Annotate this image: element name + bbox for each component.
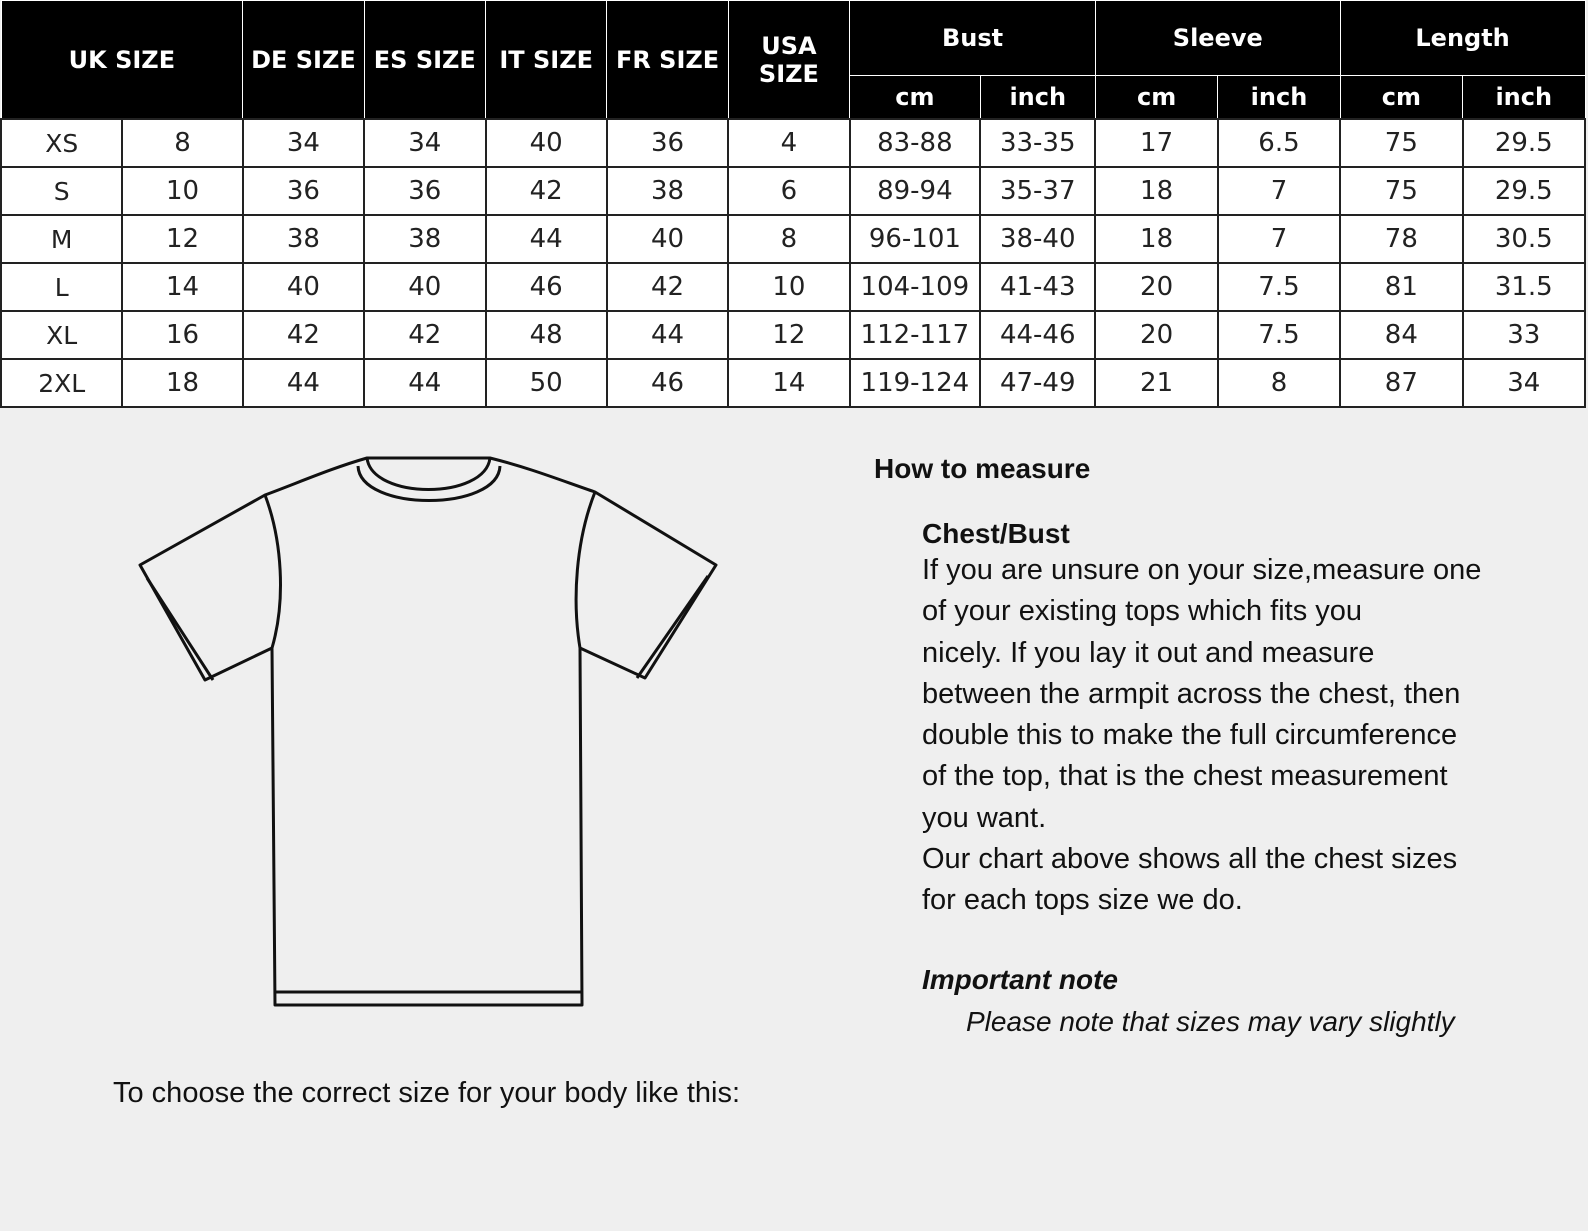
table-cell: 10 <box>728 263 849 311</box>
table-cell: 33 <box>1463 311 1585 359</box>
table-cell: XS <box>1 119 122 167</box>
table-row <box>1 119 1585 167</box>
table-cell: 38 <box>243 215 364 263</box>
table-cell: 83-88 <box>850 119 980 167</box>
table-row <box>1 311 1585 359</box>
table-cell: 34 <box>364 119 485 167</box>
table-cell: 46 <box>486 263 607 311</box>
table-cell: 18 <box>122 359 242 407</box>
table-cell: 44 <box>364 359 485 407</box>
instruction-line: of the top, that is the chest measurement <box>922 760 1448 793</box>
header-sleeve-inch: inch <box>1218 76 1340 120</box>
header-length-inch: inch <box>1463 76 1585 120</box>
table-cell: 18 <box>1095 215 1217 263</box>
table-cell: S <box>1 167 122 215</box>
choose-size-caption: To choose the correct size for your body like this: <box>113 1077 741 1109</box>
table-cell: 35-37 <box>980 167 1095 215</box>
table-cell: 20 <box>1095 311 1217 359</box>
table-cell: 48 <box>486 311 607 359</box>
table-cell: 89-94 <box>850 167 980 215</box>
table-cell: 6.5 <box>1218 119 1340 167</box>
table-cell: 8 <box>1218 359 1340 407</box>
table-cell: 104-109 <box>850 263 980 311</box>
table-cell: 40 <box>243 263 364 311</box>
chest-bust-instructions <box>922 550 1522 922</box>
instruction-line: of your existing tops which fits you <box>922 595 1363 628</box>
table-cell: 42 <box>243 311 364 359</box>
table-cell: 7 <box>1218 215 1340 263</box>
table-cell: L <box>1 263 122 311</box>
table-cell: 44-46 <box>980 311 1095 359</box>
table-cell: 119-124 <box>850 359 980 407</box>
instruction-line: If you are unsure on your size,measure one <box>922 554 1482 586</box>
table-cell: 40 <box>364 263 485 311</box>
table-row <box>1 263 1585 311</box>
header-length: Length <box>1340 1 1585 76</box>
header-de-size: DE SIZE <box>243 1 364 120</box>
instruction-line: you want. <box>922 801 1047 834</box>
table-cell: 112-117 <box>850 311 980 359</box>
table-cell: 47-49 <box>980 359 1095 407</box>
header-uk-size: UK SIZE <box>1 1 243 120</box>
table-cell: 84 <box>1340 311 1462 359</box>
table-cell: 18 <box>1095 167 1217 215</box>
instruction-line: Our chart above shows all the chest sizes <box>922 843 1458 876</box>
important-note-text: Please note that sizes may vary slightly <box>966 1006 1455 1037</box>
table-cell: 31.5 <box>1463 263 1585 311</box>
table-cell: 21 <box>1095 359 1217 407</box>
how-to-measure-heading: How to measure <box>874 453 1091 484</box>
table-cell: 10 <box>122 167 242 215</box>
table-cell: 7.5 <box>1218 263 1340 311</box>
table-row <box>1 359 1585 407</box>
t-shirt-outline-icon <box>130 450 730 1020</box>
table-cell: 44 <box>243 359 364 407</box>
table-cell: 14 <box>122 263 242 311</box>
table-cell: 29.5 <box>1463 119 1585 167</box>
header-fr-size: FR SIZE <box>607 1 728 120</box>
table-cell: 78 <box>1340 215 1462 263</box>
table-cell: 36 <box>243 167 364 215</box>
table-cell: 36 <box>607 119 728 167</box>
table-row <box>1 167 1585 215</box>
table-cell: 40 <box>607 215 728 263</box>
header-es-size: ES SIZE <box>364 1 485 120</box>
table-cell: 4 <box>728 119 849 167</box>
table-cell: 44 <box>607 311 728 359</box>
table-cell: 81 <box>1340 263 1462 311</box>
table-cell: 75 <box>1340 119 1462 167</box>
header-length-cm: cm <box>1340 76 1462 120</box>
table-cell: 38-40 <box>980 215 1095 263</box>
table-cell: 42 <box>486 167 607 215</box>
table-cell: 40 <box>486 119 607 167</box>
header-sleeve: Sleeve <box>1095 1 1340 76</box>
header-sleeve-cm: cm <box>1095 76 1217 120</box>
table-cell: 38 <box>607 167 728 215</box>
table-cell: 8 <box>728 215 849 263</box>
table-cell: 12 <box>122 215 242 263</box>
header-bust: Bust <box>850 1 1096 76</box>
header-it-size: IT SIZE <box>486 1 607 120</box>
table-cell: 12 <box>728 311 849 359</box>
table-cell: 34 <box>243 119 364 167</box>
table-cell: 17 <box>1095 119 1217 167</box>
table-cell: 75 <box>1340 167 1462 215</box>
table-cell: XL <box>1 311 122 359</box>
header-usa-size: USA SIZE <box>728 1 849 120</box>
instruction-line: for each tops size we do. <box>922 884 1243 917</box>
table-cell: 38 <box>364 215 485 263</box>
table-cell: 42 <box>607 263 728 311</box>
instruction-line: nicely. If you lay it out and measure <box>922 636 1375 669</box>
table-cell: 34 <box>1463 359 1585 407</box>
table-cell: 16 <box>122 311 242 359</box>
table-cell: 30.5 <box>1463 215 1585 263</box>
table-cell: 46 <box>607 359 728 407</box>
table-cell: 42 <box>364 311 485 359</box>
table-cell: 96-101 <box>850 215 980 263</box>
table-cell: 6 <box>728 167 849 215</box>
header-bust-cm: cm <box>850 76 980 120</box>
table-cell: 2XL <box>1 359 122 407</box>
chest-bust-heading: Chest/Bust <box>922 518 1070 549</box>
table-cell: 44 <box>486 215 607 263</box>
size-chart-table <box>0 0 1586 408</box>
table-cell: 33-35 <box>980 119 1095 167</box>
table-cell: 87 <box>1340 359 1462 407</box>
table-cell: 14 <box>728 359 849 407</box>
instruction-line: between the armpit across the chest, then <box>922 677 1461 710</box>
important-note-heading: Important note <box>922 964 1118 995</box>
table-cell: 20 <box>1095 263 1217 311</box>
table-cell: 7.5 <box>1218 311 1340 359</box>
table-cell: 29.5 <box>1463 167 1585 215</box>
table-cell: 41-43 <box>980 263 1095 311</box>
table-cell: 7 <box>1218 167 1340 215</box>
instruction-line: double this to make the full circumference <box>922 719 1458 752</box>
header-bust-inch: inch <box>980 76 1095 120</box>
size-chart-body <box>1 119 1585 407</box>
table-cell: 8 <box>122 119 242 167</box>
table-cell: 36 <box>364 167 485 215</box>
table-cell: M <box>1 215 122 263</box>
table-row <box>1 215 1585 263</box>
table-cell: 50 <box>486 359 607 407</box>
